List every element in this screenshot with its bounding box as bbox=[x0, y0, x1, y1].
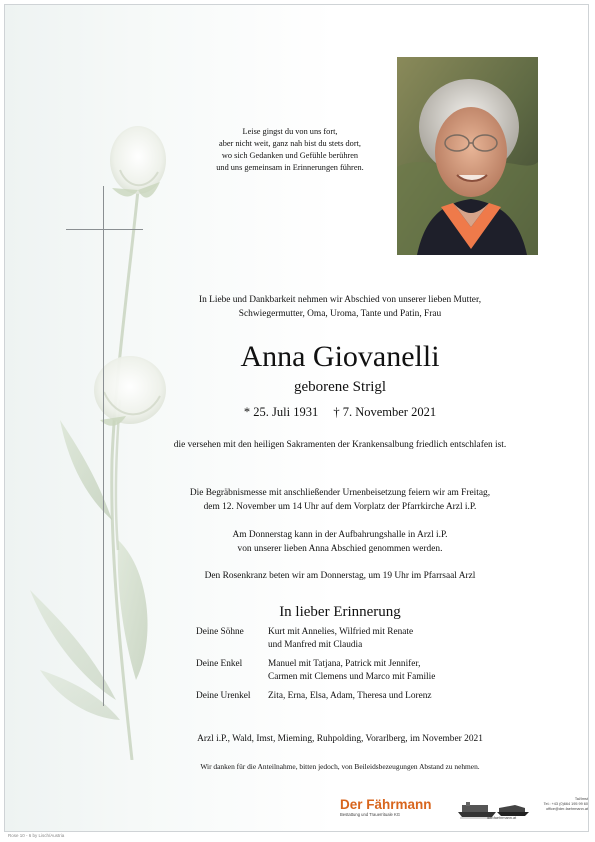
company-logo bbox=[340, 798, 458, 820]
image-credit: Rose 10 - 6 by Lisch/Austria bbox=[8, 833, 65, 838]
relatives-names bbox=[268, 626, 413, 652]
relatives-line: Zita, Erna, Elsa, Adam, Theresa und Lorenz bbox=[268, 691, 432, 701]
relatives-line: Kurt mit Annelies, Wilfried mit Renate bbox=[268, 627, 414, 637]
company-contact bbox=[532, 797, 588, 812]
intro-line: In Liebe und Dankbarkeit nehmen wir Abschied von unserer lieben Mutter, bbox=[198, 295, 482, 305]
company-name: Der Fährmann bbox=[340, 797, 432, 812]
memory-title: In lieber Erinnerung bbox=[279, 604, 401, 620]
funeral-info bbox=[120, 486, 560, 514]
relatives-names bbox=[268, 690, 432, 703]
funeral-line: dem 12. November um 14 Uhr auf dem Vorplatz der Pfarrkirche Arzl i.P. bbox=[203, 502, 477, 512]
contact-line: Tel.: +43 (0)664 195 99 60 bbox=[543, 802, 588, 806]
places-date: Arzl i.P., Wald, Imst, Mieming, Ruhpolding, Vorarlberg, im November 2021 bbox=[197, 734, 483, 744]
birth-date: * 25. Juli 1931 bbox=[243, 405, 319, 419]
cross-vertical-bar bbox=[103, 186, 104, 706]
contact-line: Tal/Imst bbox=[574, 797, 588, 801]
life-dates bbox=[170, 404, 510, 420]
poem-line: und uns gemeinsam in Erinnerungen führen. bbox=[216, 163, 364, 172]
portrait-photo bbox=[397, 57, 538, 255]
funeral-line: Die Begräbnismesse mit anschließender Urnenbeisetzung feiern wir am Freitag, bbox=[189, 488, 491, 498]
viewing-line: von unserer lieben Anna Abschied genommen werden. bbox=[237, 544, 443, 554]
relatives-line: Carmen mit Clemens und Marco mit Familie bbox=[268, 672, 436, 682]
intro-line: Schwiegermutter, Oma, Uroma, Tante und Patin, Frau bbox=[238, 309, 442, 319]
birth-name: geborene Strigl bbox=[293, 379, 387, 395]
company-subtitle: Bestattung und Trauerrituale KG bbox=[340, 812, 401, 817]
relatives-line: und Manfred mit Claudia bbox=[268, 640, 363, 650]
company-website: der-faehrmann.at bbox=[487, 816, 517, 820]
viewing-info bbox=[120, 528, 560, 556]
relatives-line: Manuel mit Tatjana, Patrick mit Jennifer, bbox=[268, 659, 421, 669]
relatives-label: Deine Söhne bbox=[196, 627, 244, 637]
death-date: † 7. November 2021 bbox=[333, 405, 437, 419]
poem-line: wo sich Gedanken und Gefühle berühren bbox=[221, 151, 359, 160]
poem-line: aber nicht weit, ganz nah bist du stets dort, bbox=[219, 139, 361, 148]
rosary-info bbox=[120, 569, 560, 583]
poem-line: Leise gingst du von uns fort, bbox=[242, 127, 338, 136]
deceased-name: Anna Giovanelli bbox=[240, 340, 440, 373]
thanks-note: Wir danken für die Anteilnahme, bitten jedoch, von Beileidsbezeugungen Abstand zu nehmen. bbox=[200, 762, 480, 771]
poem bbox=[185, 126, 395, 174]
contact-line: office@der-faehrmann.at bbox=[546, 807, 588, 811]
relatives-label: Deine Urenkel bbox=[196, 691, 251, 701]
relatives-label: Deine Enkel bbox=[196, 659, 243, 669]
sacraments-text: die versehen mit den heiligen Sakramenten der Krankensalbung friedlich entschlafen ist. bbox=[173, 440, 507, 450]
relatives-names bbox=[268, 658, 435, 684]
intro-text bbox=[100, 293, 580, 321]
viewing-line: Am Donnerstag kann in der Aufbahrungshalle in Arzl i.P. bbox=[232, 530, 448, 540]
rosary-line: Den Rosenkranz beten wir am Donnerstag, um 19 Uhr im Pfarrsaal Arzl bbox=[204, 571, 476, 581]
cross-horizontal-bar bbox=[66, 229, 143, 230]
